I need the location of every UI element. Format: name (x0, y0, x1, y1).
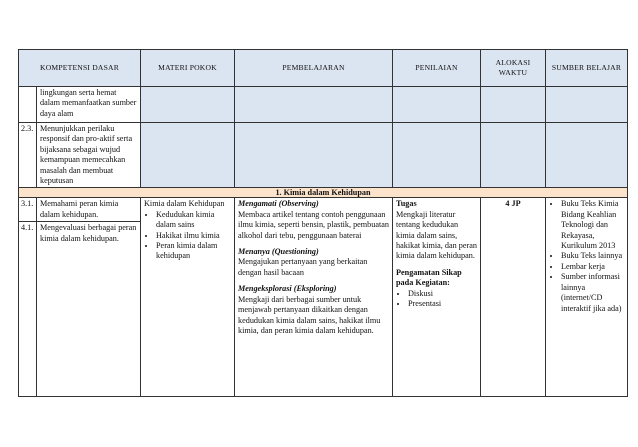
header-alokasi: ALOKASI WAKTU (481, 50, 546, 87)
list-item: • Presentasi (408, 299, 477, 309)
pembelajaran-text: Membaca artikel tentang contoh penggunaan ilmu kimia, seperti bensin, plastik, pembuatan alkohol dari tebu, penggunaan baterai (238, 209, 389, 240)
list-item: • Sumber informasi lainnya (internet/CD interaktif jika ada) (561, 272, 624, 314)
section-row (19, 188, 628, 198)
kompetensi-text: Mengevaluasi berbagai peran kimia dalam kehidupan. (37, 222, 141, 397)
pembelajaran-text: Mengajukan pertanyaan yang berkaitan dengan hasil bacaan (238, 257, 368, 277)
empty-cell (141, 123, 235, 188)
header-kompetensi: KOMPETENSI DASAR (19, 50, 141, 87)
penilaian-tugas-label: Tugas (396, 199, 417, 209)
row-number: 2.3. (19, 123, 37, 188)
empty-cell (481, 87, 546, 123)
materi-intro: Kimia dalam Kehidupan (144, 199, 225, 209)
list-item: • Kedudukan kimia dalam sains (156, 210, 231, 231)
alokasi-value: 4 JP (481, 198, 546, 397)
kompetensi-text: Memahami peran kimia dalam kehidupan. (37, 198, 141, 222)
table-row-continued (19, 87, 628, 123)
penilaian-cell (393, 198, 481, 397)
header-row (19, 50, 628, 87)
pembelajaran-heading-mengeksplorasi: Mengeksplorasi (Eksploring) (238, 284, 337, 294)
empty-cell (393, 87, 481, 123)
materi-cell (141, 198, 235, 397)
penilaian-list (396, 289, 477, 310)
list-item: • Hakikat ilmu kimia (156, 231, 231, 241)
syllabus-table (18, 49, 628, 397)
list-item: • Buku Teks Kimia Bidang Keahlian Teknologi dan Rekayasa, Kurikulum 2013 (561, 199, 624, 251)
empty-cell (141, 87, 235, 123)
kompetensi-text: Menunjukkan perilaku responsif dan pro-aktif serta bijaksana sebagai wujud kemampuan memecahkan masalah dan membuat keputusan (37, 123, 141, 188)
row-number-empty (19, 87, 37, 123)
pembelajaran-heading-menanya: Menanya (Questioning) (238, 247, 319, 257)
list-item: • Peran kimia dalam kehidupan (156, 241, 231, 262)
header-pembelajaran: PEMBELAJARAN (235, 50, 393, 87)
empty-cell (546, 123, 628, 188)
empty-cell (481, 123, 546, 188)
sumber-cell (546, 198, 628, 397)
header-penilaian: PENILAIAN (393, 50, 481, 87)
list-item: • Buku Teks lainnya (561, 251, 624, 261)
list-item: • Lembar kerja (561, 262, 624, 272)
header-materi: MATERI POKOK (141, 50, 235, 87)
pembelajaran-cell (235, 198, 393, 397)
empty-cell (235, 87, 393, 123)
header-sumber: SUMBER BELAJAR (546, 50, 628, 87)
pembelajaran-text: Mengkaji dari berbagai sumber untuk menjawab pertanyaan dikaitkan dengan kedudukan kimia dalam sains, hakikat ilmu kimia, dan peran kimia dalam kehidupan. (238, 294, 381, 335)
table-row-2-3 (19, 123, 628, 188)
kompetensi-continued-text: lingkungan serta hemat dalam memanfaatkan sumber daya alam (37, 87, 141, 123)
empty-cell (235, 123, 393, 188)
row-number: 3.1. (19, 198, 37, 222)
section-title: 1. Kimia dalam Kehidupan (19, 188, 628, 198)
penilaian-pengamatan-label: Pengamatan Sikap pada Kegiatan: (396, 267, 462, 288)
pembelajaran-heading-mengamati: Mengamati (Observing) (238, 199, 319, 209)
row-number: 4.1. (19, 222, 37, 397)
penilaian-tugas-text: Mengkaji literatur tentang kedudukan kimia dalam sains, hakikat kimia, dan peran kimia dalam kehidupan. (396, 209, 477, 261)
materi-list (144, 210, 231, 262)
empty-cell (393, 123, 481, 188)
table-row-3-1 (19, 198, 628, 222)
sumber-list (549, 199, 624, 313)
empty-cell (546, 87, 628, 123)
list-item: • Diskusi (408, 289, 477, 299)
